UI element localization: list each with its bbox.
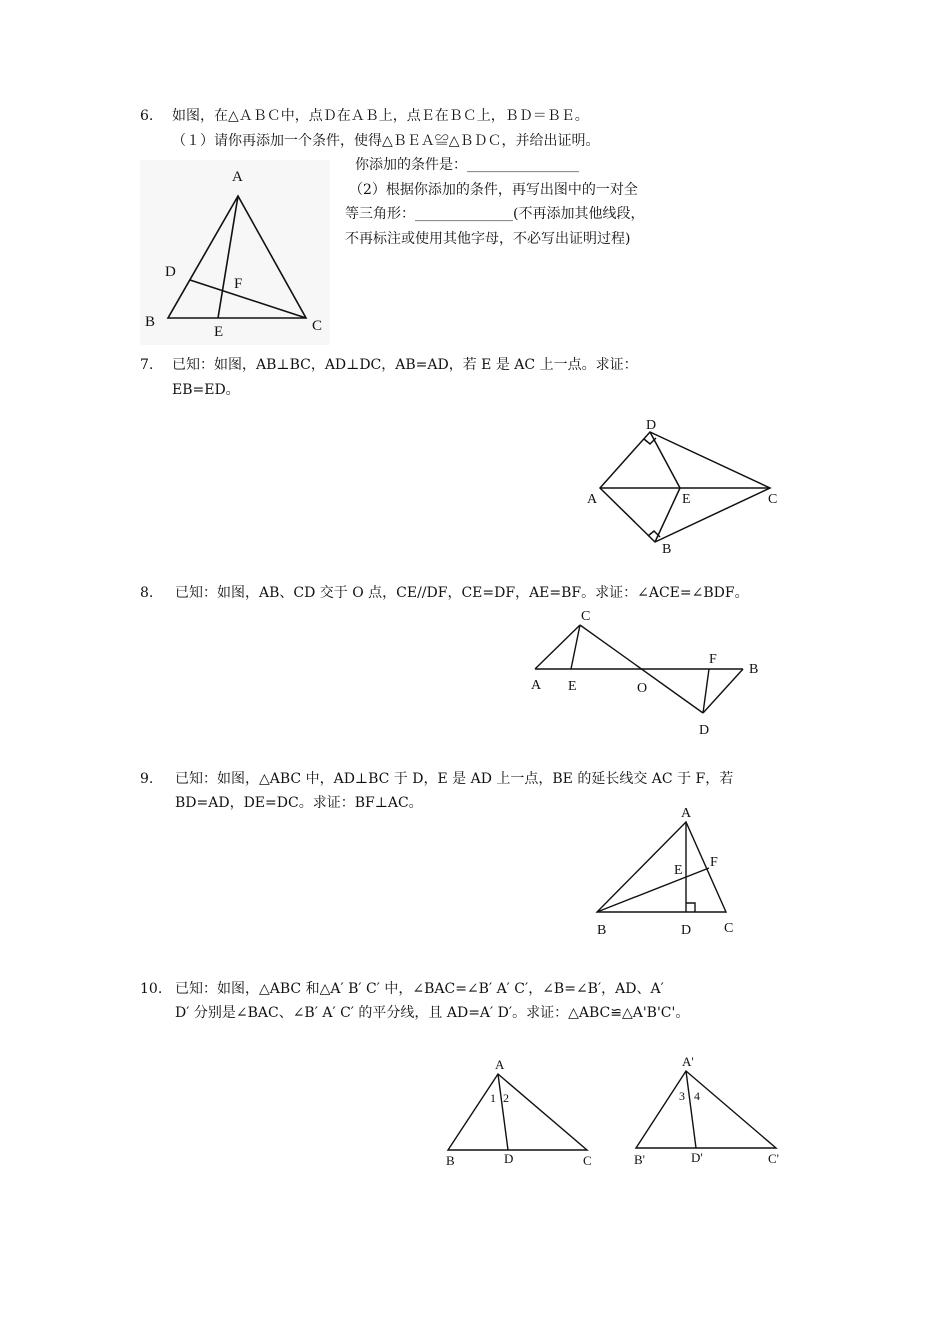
label-a: A bbox=[495, 1057, 505, 1072]
problem-7-figure bbox=[580, 410, 800, 560]
problem-7-line-2: EB=ED。 bbox=[172, 382, 240, 398]
problem-8-line-1: 已知：如图，AB、CD 交于 O 点，CE//DF，CE=DF，AE=BF。求证：∠ACE=∠BDF。 bbox=[175, 585, 749, 601]
triangle-abc bbox=[168, 196, 306, 318]
problem-10-line-1: 已知：如图，△ABC 和△A′ B′ C′ 中，∠BAC=∠B′ A′ C′，∠B=∠B′，AD、A′ bbox=[175, 981, 664, 997]
kite-adcb bbox=[600, 432, 770, 542]
segment-bf bbox=[597, 868, 709, 912]
label-b-prime: B' bbox=[634, 1152, 646, 1167]
problem-6-part-2-line-2: 等三角形：______________(不再添加其他线段， bbox=[345, 206, 645, 222]
triangle-a-b-c-prime bbox=[636, 1071, 776, 1148]
label-d: D bbox=[646, 418, 657, 433]
label-angle-2: 2 bbox=[503, 1091, 509, 1105]
label-c: C bbox=[724, 921, 734, 936]
label-d: D bbox=[504, 1151, 514, 1166]
label-a-prime: A' bbox=[682, 1054, 694, 1069]
label-c-prime: C' bbox=[768, 1151, 780, 1166]
label-angle-4: 4 bbox=[694, 1089, 700, 1103]
label-d-prime: D' bbox=[691, 1150, 703, 1165]
label-b: B bbox=[749, 662, 759, 677]
problem-9-number: 9. bbox=[140, 771, 154, 787]
segment-ad bbox=[498, 1074, 508, 1150]
problem-6-number: 6. bbox=[140, 108, 154, 124]
label-c: C bbox=[583, 1153, 592, 1168]
problem-6-line-1: 如图，在△ＡＢＣ中，点Ｄ在ＡＢ上，点Ｅ在ＢＣ上，ＢＤ＝ＢＥ。 bbox=[172, 108, 589, 124]
label-e: E bbox=[682, 492, 691, 507]
problem-9-line-2: BD=AD，DE=DC。求证：BF⊥AC。 bbox=[175, 795, 423, 811]
problem-6-part-2: （2）根据你添加的条件，再写出图中的一对全 bbox=[349, 182, 638, 198]
problem-7-number: 7. bbox=[140, 357, 154, 373]
label-b: B bbox=[662, 542, 672, 557]
problem-10-number: 10. bbox=[140, 981, 163, 997]
triangle-abc bbox=[448, 1074, 587, 1150]
label-d: D bbox=[681, 923, 692, 938]
problem-8-number: 8. bbox=[140, 585, 154, 601]
label-d: D bbox=[699, 723, 710, 738]
problem-6-part-1: （１）请你再添加一个条件，使得△ＢＥＡ≌△ＢＤＣ，并给出证明。 bbox=[172, 133, 600, 149]
triangle-abc bbox=[597, 822, 726, 912]
label-c: C bbox=[768, 492, 778, 507]
label-angle-3: 3 bbox=[679, 1089, 685, 1103]
label-b: B bbox=[145, 314, 156, 330]
segment-ac bbox=[535, 625, 580, 669]
label-a: A bbox=[587, 492, 598, 507]
label-e: E bbox=[674, 863, 683, 878]
problem-6-figure bbox=[140, 160, 340, 350]
label-c: C bbox=[312, 318, 323, 334]
label-angle-1: 1 bbox=[490, 1091, 496, 1105]
label-a: A bbox=[232, 169, 243, 185]
problem-7-line-1: 已知：如图，AB⊥BC，AD⊥DC，AB=AD，若 E 是 AC 上一点。求证： bbox=[172, 357, 638, 373]
problem-8-figure bbox=[525, 600, 785, 740]
label-d: D bbox=[165, 264, 176, 280]
problem-10-figure-left bbox=[440, 1055, 610, 1175]
label-o: O bbox=[637, 681, 648, 696]
label-b: B bbox=[597, 923, 607, 938]
problem-6-added-condition: 你添加的条件是：________________ bbox=[355, 157, 579, 173]
label-f: F bbox=[234, 276, 243, 292]
problem-9-figure bbox=[585, 800, 755, 940]
right-angle-mark-d bbox=[686, 903, 695, 912]
label-f: F bbox=[710, 855, 718, 870]
problem-9-line-1: 已知：如图，△ABC 中，AD⊥BC 于 D，E 是 AD 上一点，BE 的延长线交 AC 于 F，若 bbox=[175, 771, 734, 787]
label-e: E bbox=[568, 679, 577, 694]
label-b: B bbox=[446, 1153, 455, 1168]
problem-10-figure-right bbox=[628, 1052, 788, 1172]
label-e: E bbox=[214, 324, 224, 340]
segment-eb bbox=[655, 488, 680, 542]
label-a: A bbox=[681, 806, 692, 821]
problem-6-part-2-line-3: 不再标注或使用其他字母，不必写出证明过程) bbox=[345, 231, 631, 247]
problem-10-line-2: D′ 分别是∠BAC、∠B′ A′ C′ 的平分线，且 AD=A′ D′。求证：△ABC≌△A'B'C'。 bbox=[175, 1005, 690, 1021]
segment-a-d-prime bbox=[686, 1071, 696, 1148]
segment-db bbox=[703, 669, 743, 713]
label-f: F bbox=[709, 652, 717, 667]
label-c: C bbox=[581, 609, 591, 624]
label-a: A bbox=[531, 678, 542, 693]
